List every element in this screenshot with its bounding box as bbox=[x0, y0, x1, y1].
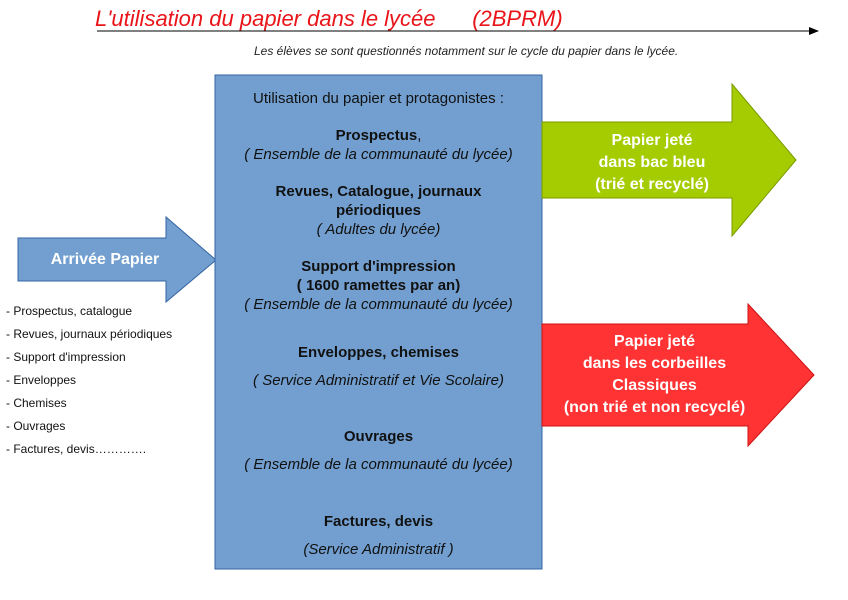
trash-line: Papier jeté bbox=[614, 333, 695, 350]
list-item: - Ouvrages bbox=[6, 419, 66, 433]
recycled-label bbox=[552, 130, 752, 196]
trash-label bbox=[542, 331, 767, 419]
item-title: Ouvrages bbox=[343, 428, 414, 445]
list-item: - Chemises bbox=[6, 396, 67, 410]
item-audience: ( Service Administratif et Vie Scolaire) bbox=[253, 372, 504, 389]
item-audience: ( Ensemble de la communauté du lycée) bbox=[244, 456, 513, 473]
item-audience: ( Ensemble de la communauté du lycée) bbox=[244, 146, 513, 163]
item-audience: ( Ensemble de la communauté du lycée) bbox=[244, 296, 513, 313]
item-title-line2: ( 1600 ramettes par an) bbox=[296, 277, 461, 294]
item-audience: (Service Administratif ) bbox=[303, 541, 454, 558]
trash-line: (non trié et non recyclé) bbox=[563, 399, 746, 416]
list-item: - Factures, devis…………. bbox=[6, 442, 147, 456]
incoming-label: Arrivée Papier bbox=[50, 251, 160, 268]
item-title-line2: périodiques bbox=[335, 202, 421, 219]
recycled-line: Papier jeté bbox=[611, 132, 693, 149]
item-title: Support d'impression bbox=[301, 258, 456, 275]
item-title-suffix: , bbox=[417, 127, 422, 144]
list-item: - Support d'impression bbox=[6, 350, 126, 364]
recycled-line: dans bac bleu bbox=[598, 154, 706, 171]
trash-line: dans les corbeilles bbox=[582, 355, 727, 372]
page-subtitle: Les élèves se sont questionnés notamment sur le cycle du papier dans le lycée. bbox=[254, 44, 679, 58]
list-item: - Prospectus, catalogue bbox=[6, 304, 133, 318]
item-title: Enveloppes, chemises bbox=[298, 344, 459, 361]
trash-line: Classiques bbox=[612, 377, 697, 394]
item-title: Factures, devis bbox=[323, 513, 434, 530]
list-item: - Revues, journaux périodiques bbox=[6, 327, 173, 341]
page-title: L'utilisation du papier dans le lycée (2BPRM) bbox=[95, 6, 563, 31]
item-title: Prospectus bbox=[335, 127, 418, 144]
recycled-line: (trié et recyclé) bbox=[595, 176, 709, 193]
item-prospectus-title bbox=[215, 126, 542, 146]
paper-type-list bbox=[6, 303, 172, 464]
list-item: - Enveloppes bbox=[6, 373, 77, 387]
item-audience: ( Adultes du lycée) bbox=[316, 221, 441, 238]
item-title: Revues, Catalogue, journaux bbox=[275, 183, 482, 200]
central-heading: Utilisation du papier et protagonistes : bbox=[253, 90, 504, 107]
